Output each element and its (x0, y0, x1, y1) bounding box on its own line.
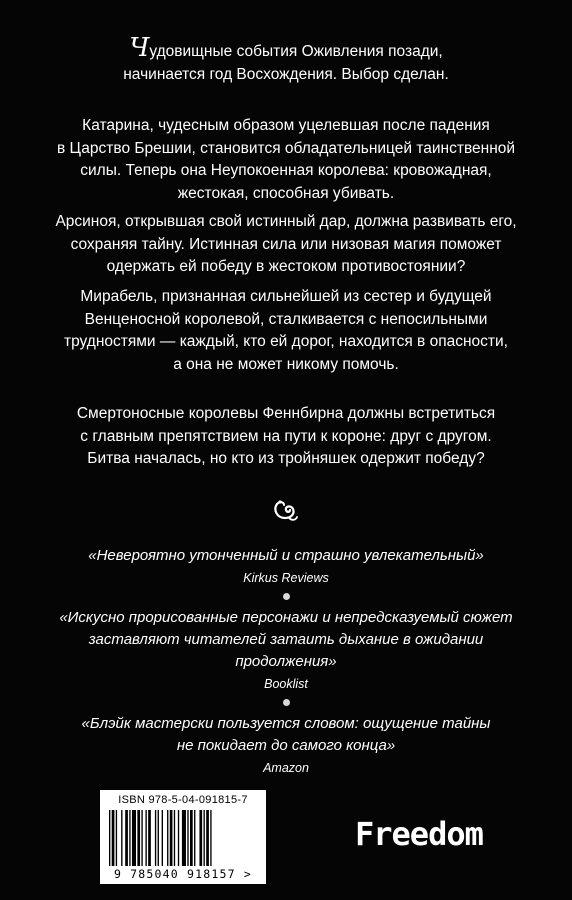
review-quote (40, 545, 532, 567)
text-line: с главным препятствием на пути к короне: друг с другом. (80, 427, 492, 445)
text-line: Арсиноя, открывшая свой истинный дар, должна развивать его, (55, 213, 517, 230)
barcode-bar (148, 810, 151, 866)
barcode-bar (129, 810, 130, 866)
text-line: Мирабель, признанная сильнейшей из сестер и будущей (80, 288, 492, 305)
barcode-bar (155, 810, 156, 866)
text-line: силы. Теперь она Неупокоенная королева: кровожадная, (80, 162, 492, 179)
barcode-bar (141, 810, 142, 866)
intro-line-1: удовищные события Оживления позади, (149, 43, 443, 60)
text-line: а она не может никому помочь. (173, 355, 399, 373)
quote-line: «Невероятно утонченный и страшно увлекательный» (88, 547, 484, 564)
barcode-bar (206, 810, 209, 866)
text-line: жестокая, способная убивать. (177, 184, 395, 202)
text-line: трудностями — каждый, кто ей дорог, находится в опасности, (64, 333, 508, 350)
review-source: Kirkus Reviews (243, 571, 329, 585)
swirl-ornament-icon (271, 496, 301, 526)
publisher-logo: Freedom (355, 815, 483, 853)
barcode-digits: 9 785040 918157 > (113, 867, 253, 881)
paragraph-arsinoya (50, 211, 522, 279)
quote-line: не покидает до самого конца» (176, 737, 396, 754)
barcode-bar (116, 810, 117, 866)
barcode-bar (137, 810, 140, 866)
paragraph-summary (50, 403, 522, 471)
isbn-label: ISBN 978-5-04-091815-7 (118, 794, 248, 806)
text-line: Смертоносные королевы Феннбирна должны встретиться (76, 405, 496, 422)
barcode-bar (125, 810, 128, 866)
review-source: Booklist (264, 677, 308, 691)
review-source: Amazon (263, 761, 309, 775)
barcode-bar (170, 810, 173, 866)
barcode-bar (121, 810, 122, 866)
text-line: в Царство Брешии, становится обладательницей таинственной (56, 139, 516, 157)
quote-line: продолжения» (235, 653, 337, 670)
reviews-section (40, 545, 532, 777)
barcode-bar (194, 810, 195, 866)
quote-line: «Искусно прорисованные персонажи и непредсказуемый сюжет (59, 609, 513, 626)
paragraph-mirabel (50, 286, 522, 376)
barcode-bar (190, 810, 193, 866)
quote-line: «Блэйк мастерски пользуется словом: ощущение тайны (81, 715, 491, 732)
barcode-bar (178, 810, 179, 866)
barcode-bar (182, 810, 186, 866)
text-line: сохраняя тайну. Истинная сила или низовая магия поможет (70, 235, 502, 253)
barcode-bar (109, 810, 110, 866)
drop-cap: Ч (129, 33, 150, 63)
barcode-bar (204, 810, 205, 866)
quote-line: заставляют читателей затаить дыхание в ожидании (88, 631, 484, 648)
intro-line-2: начинается год Восхождения. Выбор сделан. (123, 65, 449, 83)
text-line: одержать ей победу в жестоком противостоянии? (106, 258, 466, 275)
text-line: Битва началась, но кто из тройняшек одержит победу? (87, 450, 485, 467)
barcode-bar (210, 810, 211, 866)
barcode-bars (108, 810, 258, 866)
text-line: Катарина, чудесным образом уцелевшая после падения (82, 117, 490, 134)
barcode-bar (199, 810, 202, 866)
bullet-divider (283, 593, 290, 600)
review-quote (40, 607, 532, 673)
text-line: Венценосной королевой, сталкивается с непосильными (84, 310, 488, 328)
barcode-bar (158, 810, 159, 866)
intro-text (60, 33, 512, 86)
barcode-bar (174, 810, 175, 866)
barcode-bar (167, 810, 168, 866)
barcode-bar (162, 810, 163, 866)
barcode-bar (145, 810, 146, 866)
paragraph-katarina (50, 115, 522, 205)
bullet-divider (283, 699, 290, 706)
barcode (100, 790, 266, 884)
review-quote (40, 713, 532, 757)
barcode-bar (132, 810, 136, 866)
barcode-bar (112, 810, 115, 866)
barcode-bar (187, 810, 188, 866)
